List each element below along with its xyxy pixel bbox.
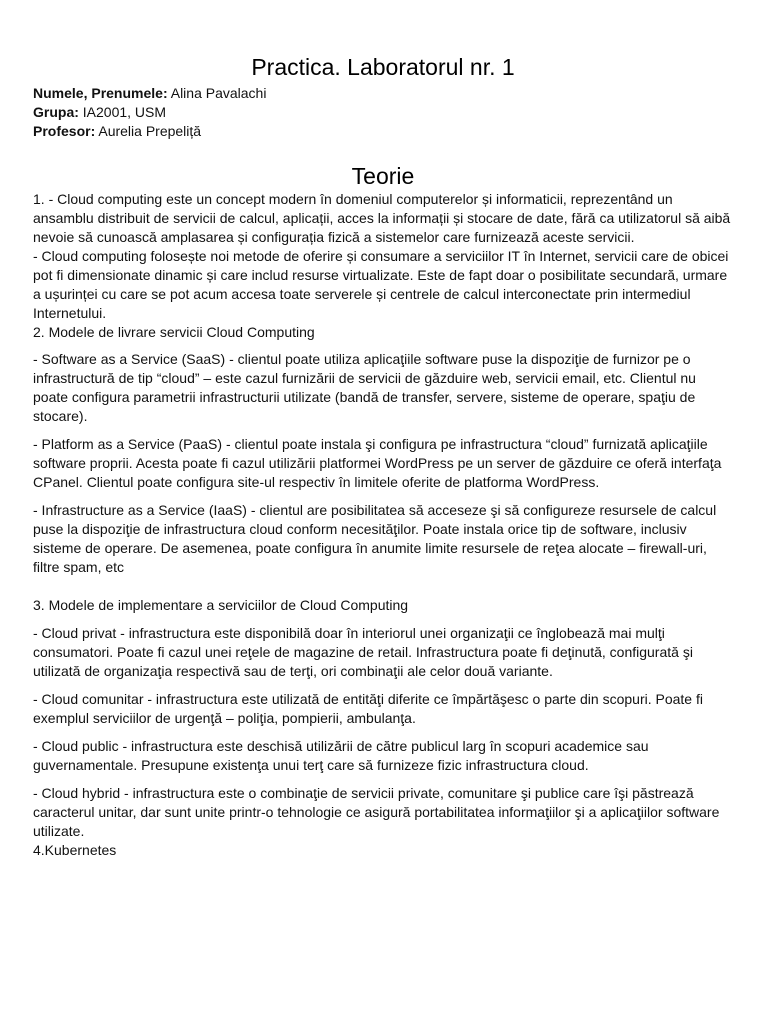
paragraph-heading: 3. Modele de implementare a serviciilor de Cloud Computing	[33, 597, 409, 613]
paragraph: - Infrastructure as a Service (IaaS) - clientul are posibilitatea să acceseze şi să configureze resursele de calcul puse la dispoziţie de infrastructura cloud conform necesităţilor. Poate instala orice tip de software, inclusiv sisteme de operare. De asemenea, poate configura în anumite limite resursele de reţea alocate – firewall-uri, filtre spam, etc	[33, 502, 717, 575]
paragraph: 1. - Cloud computing este un concept modern în domeniul computerelor și informaticii, reprezentând un ansamblu distribuit de servicii de calcul, aplicații, acces la informații și stocare de date, fără ca utilizatorul să aibă nevoie să cunoască amplasarea și configurația fizică a sistemelor care furnizează aceste servicii.	[33, 191, 731, 245]
document-page	[33, 52, 733, 860]
meta-value: Alina Pavalachi	[167, 85, 267, 101]
meta-professor	[33, 122, 733, 141]
meta-label: Profesor:	[33, 123, 96, 139]
meta-label: Numele, Prenumele:	[33, 85, 168, 101]
paragraph: - Cloud computing folosește noi metode de oferire și consumare a serviciilor IT în Internet, servicii care de obicei pot fi dimensionate dinamic și care includ resurse virtualizate. Este de fapt doar o posibilitate secundară, urmare a ușurinței cu care se pot acum accesa toate serverele și centrele de calcul interconectate prin intermediul Internetului.	[33, 248, 729, 321]
meta-value: Aurelia Prepeliță	[95, 123, 202, 139]
paragraph: - Cloud comunitar - infrastructura este utilizată de entităţi diferite ce împărtăşesc o parte din scopuri. Poate fi exemplul serviciilor de urgenţă – poliţia, pompierii, ambulanţa.	[33, 691, 703, 726]
paragraph: - Cloud public - infrastructura este deschisă utilizării de către publicul larg în scopuri academice sau guvernamentale. Presupune existenţa unui terţ care să furnizeze fizic infrastructura cloud.	[33, 738, 649, 773]
meta-label: Grupa:	[33, 104, 79, 120]
paragraph-heading: 4.Kubernetes	[33, 842, 117, 858]
meta-value: IA2001, USM	[78, 104, 167, 120]
document-title: Practica. Laboratorul nr. 1	[251, 54, 515, 80]
meta-student-name	[33, 84, 733, 103]
paragraph: - Cloud privat - infrastructura este disponibilă doar în interiorul unei organizaţii ce înglobează mai mulţi consumatori. Poate fi cazul unei reţele de magazine de retail. Infrastructura poate fi deţinută, configurată şi utilizată de organizaţia respectivă sau de terţi, ori combinaţii ale celor două variante.	[33, 625, 693, 679]
paragraph: - Cloud hybrid - infrastructura este o combinaţie de servicii private, comunitare şi publice care îşi păstrează caracterul unitar, dar sunt unite printr-o tehnologie ce asigură portabilitatea informaţiilor şi a aplicaţiilor software utilizate.	[33, 785, 720, 839]
section-title: Teorie	[351, 163, 415, 189]
paragraph: - Software as a Service (SaaS) - clientul poate utiliza aplicaţiile software puse la dispoziţie de furnizor pe o infrastructură de tip “cloud” – este cazul furnizării de servicii de găzduire web, servicii email, etc. Clientul nu poate configura parametrii infrastructurii utilizate (bandă de transfer, servere, sisteme de operare, spaţiu de stocare).	[33, 351, 696, 424]
meta-group	[33, 103, 733, 122]
paragraph: - Platform as a Service (PaaS) - clientul poate instala şi configura pe infrastructura “cloud” furnizată aplicaţiile software proprii. Acesta poate fi cazul utilizării platformei WordPress pe un server de găzduire ce oferă interfaţa CPanel. Clientul poate configura site-ul respectiv în limitele oferite de platforma WordPress.	[33, 436, 722, 490]
paragraph-heading: 2. Modele de livrare servicii Cloud Computing	[33, 324, 315, 340]
